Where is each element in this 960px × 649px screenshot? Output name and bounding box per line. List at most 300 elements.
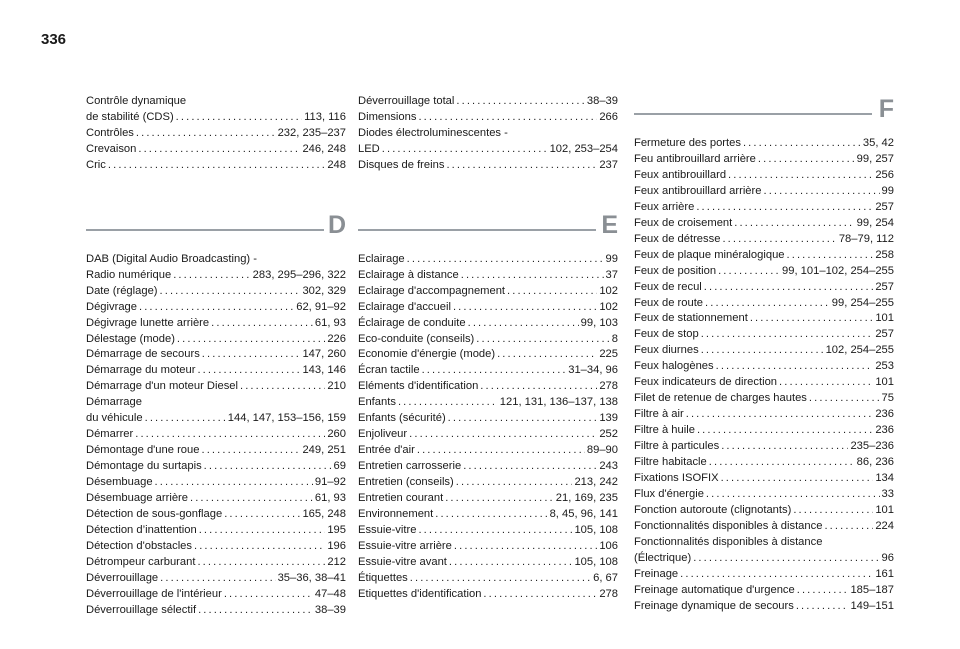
- page-references: 35–36, 38–41: [277, 571, 346, 584]
- leader-dots: [417, 443, 585, 459]
- leader-dots: [224, 507, 300, 523]
- leader-dots: [138, 142, 300, 158]
- index-entry-row: [634, 423, 894, 439]
- page-references: 236: [875, 408, 894, 421]
- page-references: 101: [875, 312, 894, 325]
- index-entry: [358, 587, 618, 603]
- index-entry-row: [358, 459, 618, 475]
- index-term: Cric: [86, 158, 106, 171]
- section-divider: [86, 229, 324, 231]
- page-references: 283, 295–296, 322: [252, 268, 346, 281]
- index-term: Écran tactile: [358, 364, 420, 377]
- index-entry-row: [358, 110, 618, 126]
- index-term: Démontage d'une roue: [86, 444, 200, 457]
- index-entry: [86, 347, 346, 363]
- index-entry: [634, 296, 894, 312]
- index-entry-row: [86, 523, 346, 539]
- page-references: 226: [327, 332, 346, 345]
- index-entry: [86, 142, 346, 158]
- index-term: Filet de retenue de charges hautes: [634, 392, 807, 405]
- index-entry-row: [634, 184, 894, 200]
- index-entry: [634, 168, 894, 184]
- page-references: 102: [599, 284, 618, 297]
- index-entry: [634, 455, 894, 471]
- leader-dots: [793, 503, 873, 519]
- leader-dots: [497, 347, 597, 363]
- index-term: Feux antibrouillard: [634, 168, 727, 181]
- page-references: 121, 131, 136–137, 138: [499, 396, 618, 409]
- index-term: Déverrouillage total: [358, 95, 455, 107]
- index-term: Feux arrière: [634, 200, 695, 213]
- index-term: Détection de sous-gonflage: [86, 508, 223, 521]
- leader-dots: [734, 216, 854, 232]
- leader-dots: [198, 603, 313, 619]
- page-references: 257: [875, 200, 894, 213]
- index-term: Feux antibrouillard arrière: [634, 184, 762, 197]
- index-term: Environnement: [358, 508, 434, 521]
- index-entry-row: [358, 507, 618, 523]
- index-term: Essuie-vitre: [358, 523, 417, 536]
- index-term: Eco-conduite (conseils): [358, 332, 475, 345]
- index-entry: [86, 427, 346, 443]
- leader-dots: [155, 475, 313, 491]
- leader-dots: [456, 94, 584, 110]
- index-entry-row: [86, 571, 346, 587]
- page-references: 258: [875, 248, 894, 261]
- index-term: Déverrouillage sélectif: [86, 603, 197, 616]
- page-references: 99, 101–102, 254–255: [782, 264, 894, 277]
- index-entry: [86, 475, 346, 491]
- section-letter: E: [601, 210, 618, 239]
- index-entry-row: [86, 539, 346, 555]
- page-references: 37: [605, 268, 618, 281]
- leader-dots: [763, 184, 879, 200]
- leader-dots: [809, 391, 880, 407]
- index-entry: [358, 316, 618, 332]
- index-entry: [358, 268, 618, 284]
- index-entry: [358, 363, 618, 379]
- index-term: Feux de route: [634, 296, 704, 309]
- page-references: 143, 146: [302, 364, 346, 377]
- leader-dots: [456, 475, 573, 491]
- page-references: 35, 42: [862, 137, 894, 149]
- leader-dots: [398, 395, 498, 411]
- index-term: Démarrage d'un moteur Diesel: [86, 380, 238, 393]
- leader-dots: [211, 316, 313, 332]
- page-references: 61, 93: [314, 316, 346, 329]
- index-entry: [358, 443, 618, 459]
- index-entry: [634, 503, 894, 519]
- index-term: Eclairage: [358, 252, 405, 265]
- index-entry: [358, 475, 618, 491]
- index-term: Éclairage de conduite: [358, 316, 466, 329]
- index-term: Déverrouillage de l'intérieur: [86, 587, 222, 600]
- leader-dots: [705, 296, 830, 312]
- index-entry-row: [86, 363, 346, 379]
- page-references: 260: [327, 428, 346, 441]
- index-entry-row: [86, 491, 346, 507]
- section-header-e: [358, 210, 618, 248]
- leader-dots: [721, 471, 874, 487]
- index-entry-row: [358, 539, 618, 555]
- index-entry: [358, 571, 618, 587]
- page-references: 213, 242: [574, 476, 618, 489]
- index-term: Enjoliveur: [358, 428, 408, 441]
- index-term: Disques de freins: [358, 158, 445, 171]
- index-entry: [358, 507, 618, 523]
- index-entry-row: [86, 587, 346, 603]
- index-term: Désembuage: [86, 476, 153, 489]
- index-entry-row: [358, 142, 618, 158]
- leader-dots: [194, 539, 325, 555]
- index-term: Dimensions: [358, 110, 417, 123]
- leader-dots: [418, 110, 597, 126]
- index-term: Feu antibrouillard arrière: [634, 152, 756, 165]
- index-entry: [634, 200, 894, 216]
- index-entry-row: [86, 300, 346, 316]
- page-references: 6, 67: [593, 571, 618, 584]
- leader-dots: [173, 268, 250, 284]
- leader-dots: [445, 491, 554, 507]
- page-references: 134: [875, 472, 894, 485]
- leader-dots: [787, 248, 874, 264]
- page-references: 246, 248: [302, 142, 346, 155]
- index-entry: [634, 487, 894, 503]
- index-entry-row: [634, 280, 894, 296]
- index-entry: [86, 94, 346, 126]
- index-entry: [86, 555, 346, 571]
- leader-dots: [139, 300, 294, 316]
- page-references: 33: [881, 487, 894, 500]
- page-references: 75: [881, 392, 894, 405]
- index-entry-row: [358, 300, 618, 316]
- leader-dots: [824, 519, 873, 535]
- index-entry: [86, 252, 346, 284]
- index-entry-heading: Contrôle dynamique: [86, 95, 187, 107]
- page-references: 99, 257: [856, 152, 894, 165]
- index-entry: [634, 327, 894, 343]
- page-references: 101: [875, 503, 894, 516]
- page-references: 139: [599, 412, 618, 425]
- index-entry: [634, 311, 894, 327]
- index-entry: [86, 379, 346, 395]
- index-entry-row: [634, 567, 894, 583]
- leader-dots: [706, 487, 880, 503]
- entry-group: [358, 252, 618, 603]
- index-entry: [358, 539, 618, 555]
- index-entry-row: [358, 523, 618, 539]
- index-entry-row: [358, 427, 618, 443]
- index-term: Feux diurnes: [634, 344, 699, 357]
- section-header-d: [86, 210, 346, 248]
- index-term: (Électrique): [634, 551, 692, 564]
- entry-group: [358, 94, 618, 174]
- page-references: 252: [599, 428, 618, 441]
- index-entry-row: [86, 427, 346, 443]
- page-references: 144, 147, 153–156, 159: [227, 412, 346, 425]
- index-term: Crevaison: [86, 142, 137, 155]
- index-entry: [634, 599, 894, 615]
- index-entry: [86, 158, 346, 174]
- leader-dots: [197, 363, 300, 379]
- index-entry-row: [86, 347, 346, 363]
- index-entry-heading: Fonctionnalités disponibles à distance: [634, 535, 823, 548]
- leader-dots: [686, 407, 874, 423]
- page-references: 99: [881, 184, 894, 197]
- index-entry-row: [86, 316, 346, 332]
- index-entry-row: [634, 599, 894, 615]
- index-entry-row: [634, 551, 894, 567]
- index-entry-row: [86, 443, 346, 459]
- index-entry-row: [634, 503, 894, 519]
- index-entry-row: [358, 316, 618, 332]
- index-entry-row: [86, 158, 346, 174]
- page-references: 249, 251: [302, 444, 346, 457]
- page-references: 185–187: [850, 583, 894, 596]
- leader-dots: [718, 264, 780, 280]
- page-references: 278: [599, 380, 618, 393]
- page-references: 99: [605, 252, 618, 265]
- page-references: 99, 103: [580, 316, 618, 329]
- leader-dots: [476, 332, 609, 348]
- index-term: Enfants: [358, 396, 396, 409]
- page-references: 237: [599, 158, 618, 171]
- leader-dots: [160, 284, 301, 300]
- index-entry: [86, 363, 346, 379]
- leader-dots: [680, 567, 873, 583]
- page-references: 257: [875, 328, 894, 341]
- index-term: Délestage (mode): [86, 332, 175, 345]
- leader-dots: [453, 300, 597, 316]
- index-entry-row: [86, 411, 346, 427]
- leader-dots: [407, 252, 604, 268]
- leader-dots: [108, 158, 325, 174]
- index-entry-row: [358, 284, 618, 300]
- index-term: Filtre à air: [634, 408, 684, 421]
- index-term: Freinage: [634, 567, 679, 580]
- index-entry: [634, 184, 894, 200]
- index-entry: [86, 126, 346, 142]
- index-term: Enfants (sécurité): [358, 412, 446, 425]
- leader-dots: [190, 491, 313, 507]
- index-term: Feux de détresse: [634, 232, 721, 245]
- page-references: 256: [875, 168, 894, 181]
- index-entry: [358, 427, 618, 443]
- page-references: 165, 248: [302, 508, 346, 521]
- page-references: 232, 235–237: [277, 126, 346, 139]
- index-column-3: [634, 94, 894, 615]
- page-references: 105, 108: [574, 523, 618, 536]
- section-header-f: [634, 94, 894, 132]
- index-entry-row: [634, 471, 894, 487]
- index-entry-row: [634, 359, 894, 375]
- index-entry: [634, 280, 894, 296]
- index-entry-row: [634, 327, 894, 343]
- page-references: 99, 254: [856, 216, 894, 229]
- index-term: Eclairage d'accueil: [358, 300, 451, 313]
- index-entry-row: [86, 268, 346, 284]
- page-references: 106: [599, 539, 618, 552]
- leader-dots: [201, 443, 300, 459]
- index-entry: [358, 332, 618, 348]
- page-references: 86, 236: [856, 456, 894, 469]
- index-entry-row: [86, 603, 346, 619]
- leader-dots: [410, 571, 591, 587]
- page-references: 78–79, 112: [838, 232, 894, 245]
- index-term: Fonction autoroute (clignotants): [634, 503, 792, 516]
- index-entry-row: [358, 268, 618, 284]
- index-entry-row: [634, 407, 894, 423]
- index-term: Détection d’inattention: [86, 523, 197, 536]
- index-entry: [358, 110, 618, 126]
- index-entry: [86, 300, 346, 316]
- index-column-1: [86, 94, 346, 619]
- index-term: Freinage automatique d'urgence: [634, 583, 795, 596]
- page-references: 248: [327, 158, 346, 171]
- page-references: 101: [875, 376, 894, 389]
- section-letter: F: [878, 95, 894, 123]
- index-entry: [634, 248, 894, 264]
- page-references: 47–48: [314, 587, 346, 600]
- index-entry-row: [358, 94, 618, 110]
- leader-dots: [199, 523, 326, 539]
- index-entry-heading: DAB (Digital Audio Broadcasting) -: [86, 252, 257, 265]
- index-term: Désembuage arrière: [86, 492, 188, 505]
- page-references: 278: [599, 587, 618, 600]
- page-references: 102, 254–255: [825, 344, 894, 357]
- index-entry: [634, 423, 894, 439]
- index-entry-heading: Diodes électroluminescentes -: [358, 126, 508, 139]
- index-entry-row: [358, 379, 618, 395]
- index-entry-row: [86, 555, 346, 571]
- index-term: Fixations ISOFIX: [634, 472, 719, 485]
- leader-dots: [468, 316, 579, 332]
- index-entry-row: [634, 248, 894, 264]
- index-entry-row: [634, 343, 894, 359]
- index-entry: [86, 395, 346, 427]
- index-term: Filtre à huile: [634, 424, 695, 437]
- index-term: Essuie-vitre arrière: [358, 539, 452, 552]
- index-entry-row: [358, 395, 618, 411]
- index-term: Fonctionnalités disponibles à distance: [634, 519, 823, 532]
- page-references: 31–34, 96: [568, 364, 618, 377]
- page-references: 8: [611, 332, 618, 345]
- index-term: Entretien courant: [358, 492, 444, 505]
- index-entry-row: [358, 363, 618, 379]
- leader-dots: [779, 375, 873, 391]
- index-entry-row: [634, 136, 894, 152]
- leader-dots: [136, 126, 276, 142]
- entry-group: [86, 252, 346, 619]
- index-entry: [86, 571, 346, 587]
- page-references: 91–92: [314, 476, 346, 489]
- index-entry: [634, 375, 894, 391]
- index-term: Feux de plaque minéralogique: [634, 248, 785, 261]
- page-references: 38–39: [586, 95, 618, 107]
- index-entry: [358, 300, 618, 316]
- index-term: Entretien (conseils): [358, 476, 454, 489]
- index-entry: [358, 395, 618, 411]
- leader-dots: [135, 427, 325, 443]
- index-entry-row: [634, 439, 894, 455]
- page-references: 236: [875, 424, 894, 437]
- index-entry: [634, 216, 894, 232]
- index-entry: [634, 391, 894, 407]
- index-entry: [358, 491, 618, 507]
- leader-dots: [697, 423, 873, 439]
- page-references: 113, 116: [304, 110, 346, 123]
- page-references: 225: [599, 348, 618, 361]
- index-term: Feux de recul: [634, 280, 702, 293]
- index-entry: [634, 343, 894, 359]
- index-term: Eléments d'identification: [358, 380, 479, 393]
- index-entry-row: [86, 459, 346, 475]
- index-entry-row: [634, 583, 894, 599]
- index-entry: [634, 471, 894, 487]
- index-term: Essuie-vitre avant: [358, 555, 447, 568]
- index-term: Filtre habitacle: [634, 456, 707, 469]
- leader-dots: [461, 268, 604, 284]
- index-entry-row: [634, 375, 894, 391]
- index-entry: [358, 523, 618, 539]
- index-term: Filtre à particules: [634, 440, 720, 453]
- page-references: 195: [327, 523, 346, 536]
- index-entry-row: [634, 232, 894, 248]
- index-term: Fermeture des portes: [634, 137, 741, 149]
- index-entry-row: [358, 443, 618, 459]
- index-term: Feux de stop: [634, 328, 699, 341]
- page-references: 302, 329: [302, 284, 346, 297]
- index-entry: [634, 407, 894, 423]
- leader-dots: [422, 363, 567, 379]
- leader-dots: [722, 232, 836, 248]
- index-entry-row: [86, 284, 346, 300]
- index-entry: [86, 507, 346, 523]
- index-entry-row: [358, 347, 618, 363]
- leader-dots: [446, 158, 597, 174]
- section-divider: [634, 113, 872, 115]
- index-entry: [634, 359, 894, 375]
- leader-dots: [409, 427, 597, 443]
- index-term: Economie d'énergie (mode): [358, 348, 496, 361]
- index-entry-row: [634, 200, 894, 216]
- index-entry: [358, 379, 618, 395]
- index-entry: [86, 523, 346, 539]
- leader-dots: [224, 587, 313, 603]
- index-entry-row: [634, 311, 894, 327]
- page-references: 8, 45, 96, 141: [549, 508, 618, 521]
- page-references: 62, 91–92: [296, 300, 346, 313]
- index-entry-row: [86, 332, 346, 348]
- index-entry-row: [358, 587, 618, 603]
- leader-dots: [449, 555, 573, 571]
- index-term: Entretien carrosserie: [358, 460, 462, 473]
- leader-dots: [796, 599, 849, 615]
- leader-dots: [797, 583, 849, 599]
- leader-dots: [704, 280, 874, 296]
- page-references: 38–39: [314, 603, 346, 616]
- leader-dots: [448, 411, 598, 427]
- index-term: Eclairage à distance: [358, 268, 459, 281]
- index-term: Feux de position: [634, 264, 717, 277]
- index-term: Démarrer: [86, 428, 134, 441]
- index-entry-heading: Démarrage: [86, 396, 142, 409]
- page-references: 102: [599, 300, 618, 313]
- leader-dots: [454, 539, 597, 555]
- index-entry-row: [634, 519, 894, 535]
- index-entry-row: [634, 152, 894, 168]
- index-entry-row: [358, 555, 618, 571]
